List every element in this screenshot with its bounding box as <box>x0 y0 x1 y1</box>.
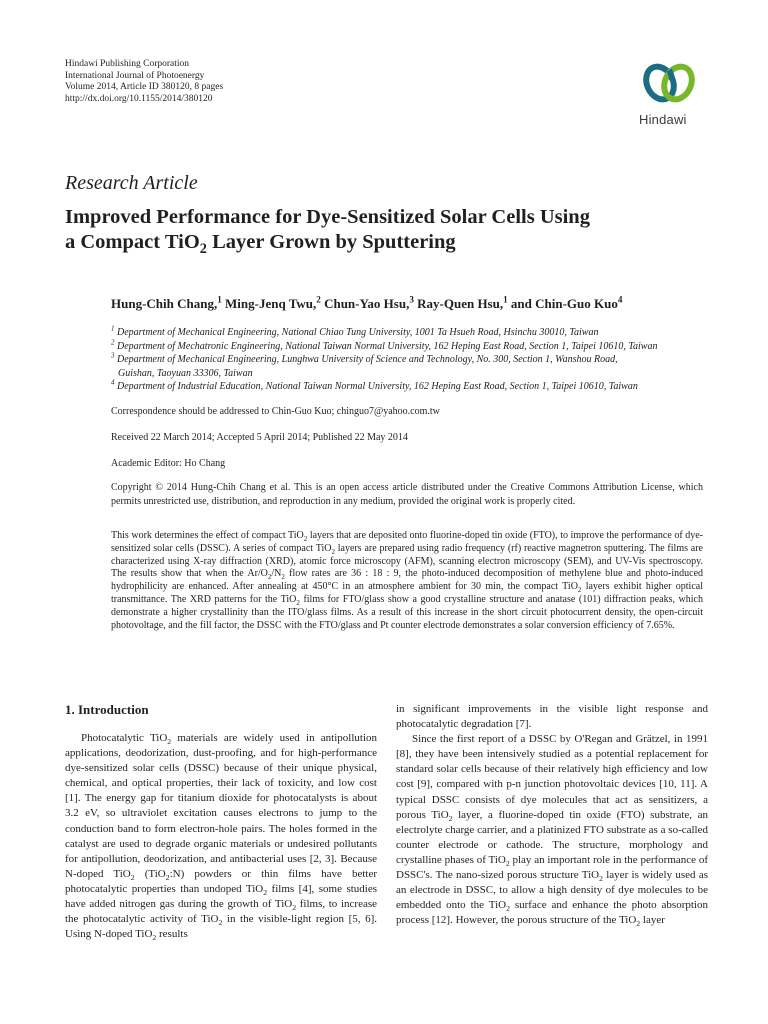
abstract: This work determines the effect of compact TiO$_2$ layers that are deposited onto fluorine-doped tin oxide (FTO), to improve the performance of dye-sensitized solar cells (DSSC). A series of compact TiO$_2$ layers are prepared using radio frequency (rf) reactive magnetron sputtering. The films are characterized using X-ray diffraction (XRD), atomic force microscopy (AFM), scanning electron microscopy (SEM), and UV-Vis spectroscopy. The results show that when the $Ar/O_2/N_2$ flow rates are 36 : 18 : 9, the photo-induced decomposition of methylene blue and photo-induced hydrophilicity are enhanced. After annealing at 450°C in an atmosphere ambient for 30 min, the compact TiO$_2$ layers exhibit higher optical transmittance. The XRD patterns for the TiO$_2$ films for FTO/glass show a good crystalline structure and anatase (101) diffraction peaks, which demonstrate a higher crystallinity than the ITO/glass films. As a result of this increase in the short circuit photocurrent density, the open-circuit photovoltage, and the fill factor, the DSSC with the FTO/glass and Pt counter electrode demonstrates a solar conversion efficiency of 7.65%. <box>111 530 704 631</box>
doi-link[interactable]: http://dx.doi.org/10.1155/2014/380120 <box>65 93 213 104</box>
volume-info: Volume 2014, Article ID 380120, 8 pages <box>65 82 224 92</box>
section-heading: 1. Introduction <box>65 702 149 717</box>
paragraph: Photocatalytic TiO$_2$ materials are widely used in antipollution applications, deodorization, dust-proofing, and for high-performance dye-sensitized solar cells (DSSC) because of their unique physical, chemical, and optical properties, their lack of toxicity, and low cost [1]. The energy gap for titanium dioxide for photocatalysts is about 3.2 eV, so ultraviolet excitation causes electrons to jump to the conduction band to form electron-hole pairs. The holes formed in the catalyst are used to degrade organic materials or undesired pollutants for antipollution, deodorization, and antibacterial uses [2, 3]. Because N-doped TiO$_2$ (TiO$_2$:N) powders or thin films have better photocatalytic properties than undoped TiO$_2$ films [4], some studies have added nitrogen gas during the growth of TiO$_2$ films, to increase the photocatalytic activity of TiO$_2$ in the visible-light region [5, 6]. Using N-doped TiO$_2$ results <box>65 732 378 943</box>
body-column-right <box>396 702 708 928</box>
affiliation: $^1$ Department of Mechanical Engineering, National Chiao Tung University, 1001 Ta Hsueh Road, Hsinchu 30010, Taiwan <box>111 324 599 338</box>
title-line-1: Improved Performance for Dye-Sensitized Solar Cells Using <box>65 206 590 228</box>
journal-name: International Journal of Photoenergy <box>65 70 205 81</box>
correspondence: Correspondence should be addressed to Chin-Guo Kuo; chinguo7@yahoo.com.tw <box>111 406 440 417</box>
article-title <box>65 205 705 258</box>
affiliation-continuation: Guishan, Taoyuan 33306, Taiwan <box>118 367 253 379</box>
paragraph: in significant improvements in the visible light response and photocatalytic degradation [7]. <box>396 703 708 731</box>
author-list <box>111 296 622 312</box>
author: Ming-Jenq Twu,$^2$ <box>225 294 321 311</box>
affiliation: $^2$ Department of Mechatronic Engineering, National Taiwan Normal University, 162 Heping East Road, Section 1, Taipei 10610, Taiwan <box>111 338 658 352</box>
author: Chun-Yao Hsu,$^3$ <box>324 294 414 311</box>
publisher: Hindawi Publishing Corporation <box>65 59 190 69</box>
title-line-2: a Compact TiO$_2$ Layer Grown by Sputtering <box>65 231 456 258</box>
author: Ray-Quen Hsu,$^1$ <box>417 294 508 311</box>
publication-dates: Received 22 March 2014; Accepted 5 April 2014; Published 22 May 2014 <box>111 432 408 443</box>
hindawi-logo-text: Hindawi <box>639 112 687 127</box>
academic-editor: Academic Editor: Ho Chang <box>111 458 226 469</box>
journal-header <box>65 59 223 105</box>
affiliation: $^4$ Department of Industrial Education, National Taiwan Normal University, 162 Heping East Road, Section 1, Taipei 10610, Taiwan <box>111 378 638 392</box>
article-type: Research Article <box>65 172 198 194</box>
paragraph: Since the first report of a DSSC by O'Regan and Grätzel, in 1991 [8], they have been intensively studied as a potential replacement for standard solar cells because of their relatively high efficiency and low cost [9], compared with p-n junction photovoltaic devices [10, 11]. A typical DSSC consists of dye molecules that act as sensitizers, a porous TiO$_2$ layer, a fluorine-doped tin oxide (FTO) substrate, an electrolyte charge carrier, and a platinized FTO substrate as a so-called counter electrode or cathode. The structure, morphology and crystalline phases of TiO$_2$ play an important role in the performance of DSSC's. The nano-sized porous structure TiO$_2$ layer is widely used as an electrode in DSSC, to allow a high density of dye molecules to be embedded onto the TiO$_2$ surface and enhance the photo absorption process [12]. However, the porous structure of the TiO$_2$ layer <box>396 733 708 929</box>
copyright-notice: Copyright © 2014 Hung-Chih Chang et al. This is an open access article distributed under the Creative Commons Attribution License, which permits unrestricted use, distribution, and reproduction in any medium, provided the original work is properly cited. <box>111 482 703 507</box>
body-column-left <box>65 731 377 942</box>
affiliations <box>111 326 711 394</box>
author: Hung-Chih Chang,$^1$ <box>111 294 222 311</box>
affiliation: $^3$ Department of Mechanical Engineering, Lunghwa University of Science and Technology, No. 300, Section 1, Wanshou Road, <box>111 351 618 365</box>
author: and Chin-Guo Kuo$^4$ <box>510 294 623 311</box>
